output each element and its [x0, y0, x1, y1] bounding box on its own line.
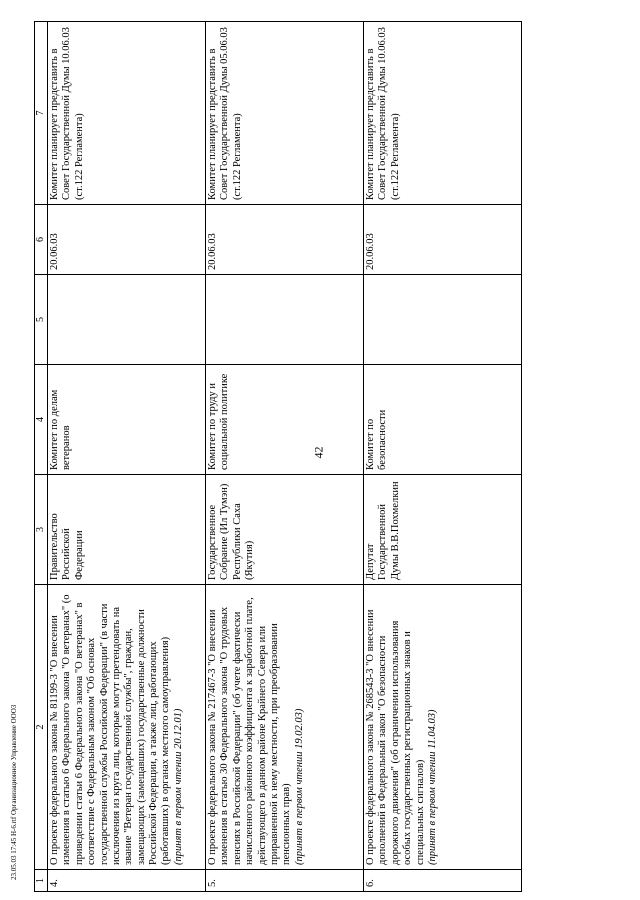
header-col-2: 2 [35, 585, 48, 870]
plan-cell: Комитет планирует представить в Совет Государственной Думы 05.06.03 (ст.122 Регламента) [206, 22, 364, 205]
bills-table-frame [34, 22, 624, 892]
footer-stamp: 23.05.03 17:45 Н-6.rtf Организационное Управление ООО3 [10, 704, 18, 880]
row-number: 6. [364, 870, 522, 892]
plan-cell: Комитет планирует представить в Совет Государственной Думы 10.06.03 (ст.122 Регламента) [364, 22, 522, 205]
bill-cell [206, 585, 364, 870]
header-row [35, 22, 48, 892]
initiator-cell: Депутат Государственной Думы В.В.Похмелкин [364, 475, 522, 585]
reading-note: (принят в первом чтении 19.02.03) [293, 708, 305, 865]
plan-cell: Комитет планирует представить в Совет Государственной Думы 10.06.03 (ст.122 Регламента) [48, 22, 206, 205]
header-col-3: 3 [35, 475, 48, 585]
bill-cell [364, 585, 522, 870]
reading-note: (принят в первом чтении 11.04.03) [426, 709, 438, 865]
col5-cell [364, 275, 522, 365]
header-col-5: 5 [35, 275, 48, 365]
initiator-cell: Государственное Собрание (Ил Тумэн) Республики Саха (Якутия) [206, 475, 364, 585]
committee-cell: Комитет по труду и социальной политике [206, 365, 364, 475]
col5-cell [48, 275, 206, 365]
bill-title: О проекте федерального закона № 268543-3 "О внесении дополнений в Федеральный закон "О безопасности дорожного движения" (об ограничении использования особых государственных регистрационных знаков и специальных сигналов) [365, 609, 426, 865]
date-cell: 20.06.03 [206, 205, 364, 275]
col5-cell [206, 275, 364, 365]
table-row [364, 22, 522, 892]
committee-cell: Комитет по делам ветеранов [48, 365, 206, 475]
reading-note: (принят в первом чтении 20.12.01) [172, 708, 184, 865]
bill-cell [48, 585, 206, 870]
header-col-4: 4 [35, 365, 48, 475]
committee-cell: Комитет по безопасности [364, 365, 522, 475]
bill-title: О проекте федерального закона № 81199-3 "О внесении изменения в статью 6 Федерального закона "О ветеранах" (о приведении статьи 6 Федерального закона "О ветеранах" в соответствие с Федеральным законом "Об основах государственной службы Российской Федерации" (в части исключения из круга лиц, которые могут претендовать на звание "Ветеран государственной службы", граждан, замещающих (замещавших) государственные должности Российской Федерации, а также лиц, работающих (работавших) в органах местного самоуправления) [49, 594, 172, 865]
page-number: 42 [311, 446, 326, 459]
initiator-cell: Правительство Российской Федерации [48, 475, 206, 585]
header-col-1: 1 [35, 870, 48, 892]
bill-title: О проекте федерального закона № 217467-3 "О внесении изменения в статью 30 Федерального закона "О трудовых пенсиях в Российской Федерации" (об учете фактически начисленного районного коэффициента к заработной плате, действующего в данном районе Крайнего Севера или приравненной к нему местности, при преобразовании пенсионных прав) [207, 597, 293, 865]
header-col-6: 6 [35, 205, 48, 275]
row-number: 4. [48, 870, 206, 892]
table-row [206, 22, 364, 892]
header-col-7: 7 [35, 22, 48, 205]
date-cell: 20.06.03 [48, 205, 206, 275]
bills-table [34, 21, 522, 892]
row-number: 5. [206, 870, 364, 892]
table-row [48, 22, 206, 892]
date-cell: 20.06.03 [364, 205, 522, 275]
